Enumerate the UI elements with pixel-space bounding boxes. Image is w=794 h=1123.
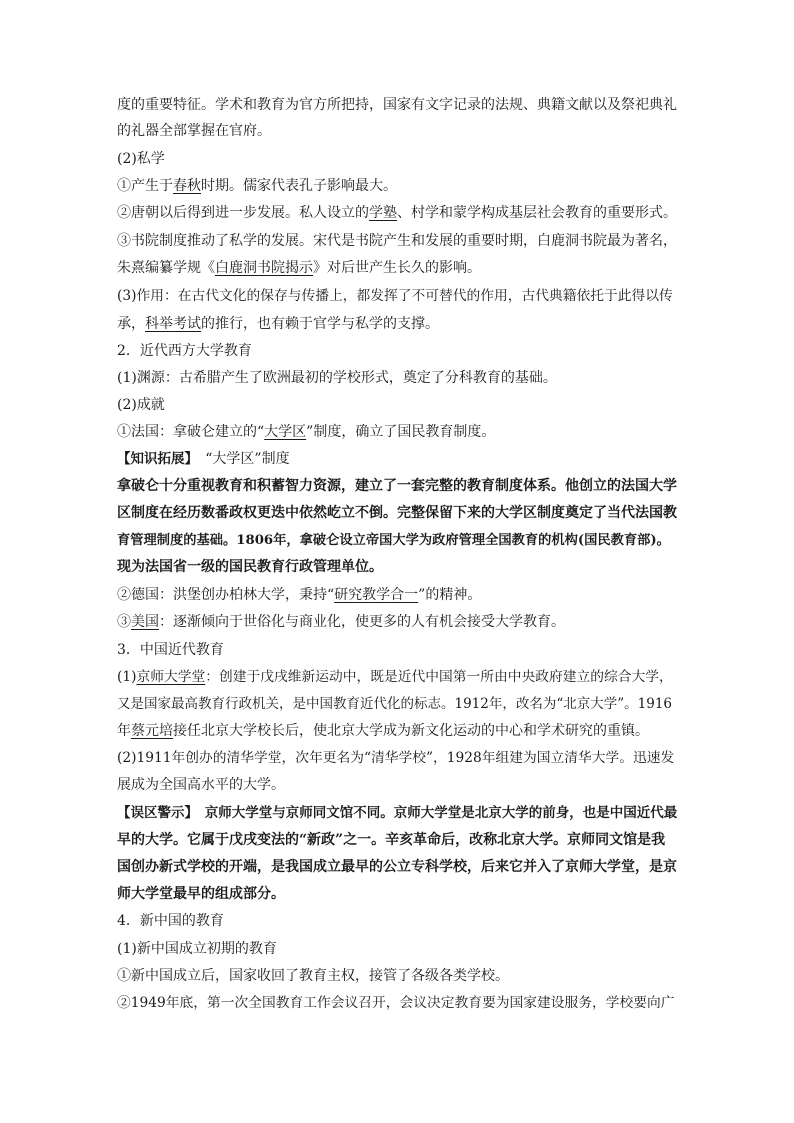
text-run: ②1949年底，第一次全国教育工作会议召开，会议决定教育要为国家建设服务，学校要向广	[117, 995, 675, 1011]
text-run: 师大学堂最早的组成部分。	[117, 886, 285, 902]
text-line	[117, 963, 677, 990]
text-run: 年	[117, 723, 131, 739]
text-line	[117, 146, 677, 173]
text-line	[117, 283, 677, 310]
text-run: ②德国：洪堡创办柏林大学，秉持“	[117, 587, 335, 603]
text-run: (1)	[117, 669, 137, 685]
text-line	[117, 118, 677, 145]
text-line	[117, 200, 677, 227]
text-line	[117, 691, 677, 718]
text-run: ：创建于戊戌维新运动中，既是近代中国第一所由中央政府建立的综合大学，	[205, 669, 673, 685]
text-run: 、村学和蒙学构成基层社会教育的重要形式。	[397, 205, 677, 221]
text-line	[117, 365, 677, 392]
text-run: ”的精神。	[418, 587, 482, 603]
text-run: 4．新中国的教育	[117, 913, 224, 929]
text-run: ：逐渐倾向于世俗化与商业化，使更多的人有机会接受大学教育。	[159, 614, 565, 630]
text-run: ③书院制度推动了私学的发展。宋代是书院产生和发展的重要时期，白鹿洞书院最为著名，	[117, 233, 677, 249]
text-run: ②唐朝以后得到进一步发展。私人设立的	[117, 205, 369, 221]
text-run: (3)作用：在古代文化的保存与传播上，都发挥了不可替代的作用，古代典籍依托于此得以传	[117, 288, 673, 304]
text-run: 2．近代西方大学教育	[117, 343, 252, 359]
text-run: 》对后世产生长久的影响。	[313, 260, 481, 276]
text-line	[117, 582, 677, 609]
text-run: ”制度，确立了国民教育制度。	[306, 424, 496, 440]
underlined-term: 学塾	[369, 205, 397, 221]
text-line	[117, 173, 677, 200]
text-line	[117, 936, 677, 963]
text-run: (2)私学	[117, 151, 165, 167]
text-line	[117, 800, 677, 827]
text-line	[117, 92, 677, 119]
text-line	[117, 446, 677, 473]
text-run: 时期。儒家代表孔子影响最大。	[201, 178, 397, 194]
underlined-term: 春秋	[173, 178, 201, 194]
text-run: 育管理制度的基础。1806年，拿破仑设立帝国大学为政府管理全国教育的机构(国民教育部)。	[117, 533, 670, 548]
text-run: 展成为全国高水平的大学。	[117, 777, 285, 793]
text-line	[117, 881, 677, 908]
text-line	[117, 664, 677, 691]
text-run: ③	[117, 614, 131, 630]
text-run: 拿破仑十分重视教育和积蓄智力资源，建立了一套完整的教育制度体系。他创立的法国大学	[117, 478, 677, 494]
text-run: (1)新中国成立初期的教育	[117, 941, 277, 957]
text-line	[117, 718, 677, 745]
underlined-term: 美国	[131, 614, 159, 630]
text-line	[117, 419, 677, 446]
underlined-term: 蔡元培	[131, 723, 173, 739]
underlined-term: 大学区	[264, 424, 307, 440]
text-run: 国创办新式学校的开端，是我国成立最早的公立专科学校，后来它并入了京师大学堂，是京	[117, 859, 677, 875]
text-line	[117, 255, 677, 282]
text-run: “大学区”制度	[191, 451, 290, 467]
text-line	[117, 990, 677, 1017]
underlined-term: 京师大学堂	[136, 669, 206, 685]
text-line	[117, 745, 677, 772]
text-line	[117, 854, 677, 881]
text-line	[117, 527, 677, 554]
text-line	[117, 311, 677, 338]
text-run: 早的大学。它属于戊戌变法的“新政”之一。辛亥革命后，改称北京大学。京师同文馆是我	[117, 832, 666, 848]
text-line	[117, 554, 677, 581]
text-run: 度的重要特征。学术和教育为官方所把持，国家有文字记录的法规、典籍文献以及祭祀典礼	[117, 97, 677, 113]
text-run: (2)成就	[117, 397, 165, 413]
text-line	[117, 500, 677, 527]
underlined-term: 科举考试	[145, 316, 201, 332]
text-run: ①产生于	[117, 178, 173, 194]
text-run: 现为法国省一级的国民教育行政管理单位。	[117, 559, 383, 575]
text-line	[117, 772, 677, 799]
text-run: 朱熹编纂学规《	[117, 260, 215, 276]
text-run: ①新中国成立后，国家收回了教育主权，接管了各级各类学校。	[117, 968, 509, 984]
text-run: 又是国家最高教育行政机关，是中国教育近代化的标志。1912年，改名为“北京大学”。1916	[117, 696, 673, 712]
text-line	[117, 827, 677, 854]
text-run: 区制度在经历数番政权更迭中依然屹立不倒。完整保留下来的大学区制度奠定了当代法国教	[117, 505, 677, 521]
text-run: 的礼器全部掌握在官府。	[117, 123, 271, 139]
text-run: ①法国：拿破仑建立的“	[117, 424, 265, 440]
text-line	[117, 338, 677, 365]
text-line	[117, 908, 677, 935]
text-run: 接任北京大学校长后，使北京大学成为新文化运动的中心和学术研究的重镇。	[173, 723, 649, 739]
callout-heading: 【误区警示】	[117, 805, 192, 821]
text-line	[117, 637, 677, 664]
underlined-term: 白鹿洞书院揭示	[215, 260, 313, 276]
text-line	[117, 228, 677, 255]
text-run: (2)1911年创办的清华学堂，次年更名为“清华学校”，1928年组建为国立清华大学。迅速发	[117, 750, 675, 766]
text-run: 的推行，也有赖于官学与私学的支撑。	[201, 316, 439, 332]
text-line	[117, 473, 677, 500]
text-run: (1)渊源：古希腊产生了欧洲最初的学校形式，奠定了分科教育的基础。	[117, 370, 557, 386]
text-run: 承，	[117, 316, 145, 332]
text-line	[117, 392, 677, 419]
text-run: 京师大学堂与京师同文馆不同。京师大学堂是北京大学的前身，也是中国近代最	[191, 805, 677, 821]
callout-heading: 【知识拓展】	[117, 451, 192, 467]
text-line	[117, 609, 677, 636]
text-run: 3．中国近代教育	[117, 642, 224, 658]
underlined-term: 研究教学合一	[334, 587, 419, 603]
